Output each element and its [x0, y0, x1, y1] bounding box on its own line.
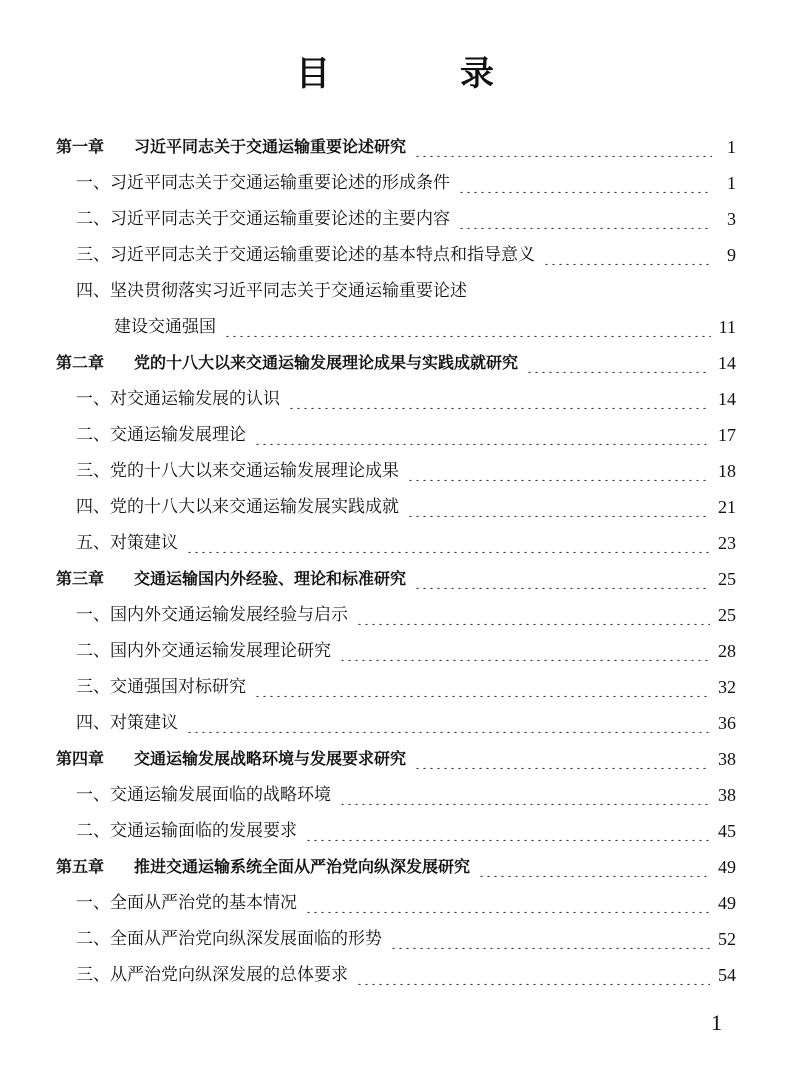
- entry-number: 第五章: [56, 857, 105, 876]
- entry-number: 一、: [76, 893, 110, 913]
- toc-chapter-entry: [56, 561, 736, 597]
- entry-number: 第一章: [56, 137, 105, 156]
- toc-section-entry: [56, 381, 736, 417]
- entry-page-number: 14: [718, 389, 736, 409]
- toc-section-entry: [56, 309, 736, 345]
- toc-section-entry: [56, 273, 736, 309]
- dot-leader: [526, 353, 710, 373]
- entry-page-number: 9: [727, 245, 736, 265]
- page-title: 目 录: [296, 54, 542, 94]
- entry-page-number: 25: [718, 605, 736, 625]
- toc-section-entry: [56, 957, 736, 993]
- entry-number: 二、: [76, 929, 110, 949]
- dot-leader: [407, 461, 710, 481]
- toc-section-entry: [56, 885, 736, 921]
- entry-page-number: 23: [718, 533, 736, 553]
- entry-title: 交通强国对标研究: [110, 677, 246, 697]
- entry-page-number: 28: [718, 641, 736, 661]
- toc-section-entry: [56, 633, 736, 669]
- toc-section-entry: [56, 417, 736, 453]
- entry-title: 交通运输发展战略环境与发展要求研究: [134, 749, 407, 768]
- toc-section-entry: [56, 921, 736, 957]
- dot-leader: [414, 569, 710, 589]
- entry-title: 对策建议: [110, 713, 178, 733]
- dot-leader: [478, 857, 710, 877]
- table-of-contents: [56, 129, 736, 993]
- entry-number: 五、: [76, 533, 110, 553]
- entry-title: 党的十八大以来交通运输发展理论成果: [110, 461, 399, 481]
- entry-title: 习近平同志关于交通运输重要论述的形成条件: [110, 173, 450, 193]
- entry-page-number: 36: [718, 713, 736, 733]
- entry-title: 交通运输国内外经验、理论和标准研究: [134, 569, 407, 588]
- toc-section-entry: [56, 489, 736, 525]
- toc-section-entry: [56, 777, 736, 813]
- entry-number: 三、: [76, 677, 110, 697]
- entry-title: 对策建议: [110, 533, 178, 553]
- entry-number: 三、: [76, 245, 110, 265]
- dot-leader: [407, 497, 710, 517]
- dot-leader: [186, 713, 710, 733]
- entry-number: 一、: [76, 173, 110, 193]
- dot-leader: [339, 641, 710, 661]
- toc-section-entry: [56, 525, 736, 561]
- entry-page-number: 52: [718, 929, 736, 949]
- entry-page-number: 49: [718, 857, 736, 877]
- toc-chapter-entry: [56, 741, 736, 777]
- entry-page-number: 32: [718, 677, 736, 697]
- dot-leader: [356, 605, 710, 625]
- toc-section-entry: [56, 705, 736, 741]
- entry-title: 对交通运输发展的认识: [110, 389, 280, 409]
- entry-number: 第三章: [56, 569, 105, 588]
- entry-page-number: 1: [727, 137, 736, 157]
- entry-title: 交通运输发展理论: [110, 425, 246, 445]
- entry-page-number: 54: [718, 965, 736, 985]
- entry-title: 党的十八大以来交通运输发展理论成果与实践成就研究: [134, 353, 519, 372]
- dot-leader: [356, 965, 710, 985]
- entry-number: 三、: [76, 461, 110, 481]
- entry-number: 四、: [76, 713, 110, 733]
- entry-title: 坚决贯彻落实习近平同志关于交通运输重要论述: [110, 281, 467, 301]
- toc-section-entry: [56, 453, 736, 489]
- entry-title: 交通运输发展面临的战略环境: [110, 785, 331, 805]
- toc-chapter-entry: [56, 849, 736, 885]
- toc-section-entry: [56, 813, 736, 849]
- entry-page-number: 3: [727, 209, 736, 229]
- entry-title: 从严治党向纵深发展的总体要求: [110, 965, 348, 985]
- entry-page-number: 18: [718, 461, 736, 481]
- entry-page-number: 38: [718, 785, 736, 805]
- dot-leader: [305, 821, 710, 841]
- entry-number: 二、: [76, 641, 110, 661]
- dot-leader: [254, 425, 710, 445]
- toc-section-entry: [56, 597, 736, 633]
- entry-number: 二、: [76, 209, 110, 229]
- entry-page-number: 1: [727, 173, 736, 193]
- toc-section-entry: [56, 165, 736, 201]
- entry-number: 第二章: [56, 353, 105, 372]
- dot-leader: [254, 677, 710, 697]
- dot-leader: [224, 317, 711, 337]
- entry-title: 习近平同志关于交通运输重要论述研究: [134, 137, 407, 156]
- dot-leader: [288, 389, 710, 409]
- entry-page-number: 17: [718, 425, 736, 445]
- dot-leader: [414, 749, 710, 769]
- entry-title: 全面从严治党向纵深发展面临的形势: [110, 929, 382, 949]
- entry-title: 国内外交通运输发展经验与启示: [110, 605, 348, 625]
- entry-title: 全面从严治党的基本情况: [110, 893, 297, 913]
- entry-title: 建设交通强国: [114, 317, 216, 337]
- entry-number: 三、: [76, 965, 110, 985]
- entry-page-number: 21: [718, 497, 736, 517]
- entry-number: 一、: [76, 785, 110, 805]
- entry-title: 国内外交通运输发展理论研究: [110, 641, 331, 661]
- dot-leader: [339, 785, 710, 805]
- entry-number: 四、: [76, 497, 110, 517]
- dot-leader: [305, 893, 710, 913]
- toc-chapter-entry: [56, 345, 736, 381]
- entry-page-number: 49: [718, 893, 736, 913]
- toc-chapter-entry: [56, 129, 736, 165]
- entry-page-number: 25: [718, 569, 736, 589]
- entry-number: 四、: [76, 281, 110, 301]
- entry-number: 一、: [76, 389, 110, 409]
- entry-number: 二、: [76, 821, 110, 841]
- entry-page-number: 14: [718, 353, 736, 373]
- dot-leader: [458, 173, 712, 193]
- toc-section-entry: [56, 201, 736, 237]
- dot-leader: [543, 245, 712, 265]
- page-number: 1: [711, 1010, 722, 1035]
- dot-leader: [390, 929, 710, 949]
- toc-section-entry: [56, 237, 736, 273]
- entry-number: 二、: [76, 425, 110, 445]
- dot-leader: [186, 533, 710, 553]
- dot-leader: [414, 137, 712, 157]
- toc-section-entry: [56, 669, 736, 705]
- entry-number: 一、: [76, 605, 110, 625]
- dot-leader: [458, 209, 712, 229]
- entry-number: 第四章: [56, 749, 105, 768]
- entry-title: 习近平同志关于交通运输重要论述的主要内容: [110, 209, 450, 229]
- entry-page-number: 45: [718, 821, 736, 841]
- entry-title: 交通运输面临的发展要求: [110, 821, 297, 841]
- entry-title: 推进交通运输系统全面从严治党向纵深发展研究: [134, 857, 471, 876]
- entry-page-number: 38: [718, 749, 736, 769]
- entry-page-number: 11: [718, 317, 736, 337]
- entry-title: 党的十八大以来交通运输发展实践成就: [110, 497, 399, 517]
- entry-title: 习近平同志关于交通运输重要论述的基本特点和指导意义: [110, 245, 535, 265]
